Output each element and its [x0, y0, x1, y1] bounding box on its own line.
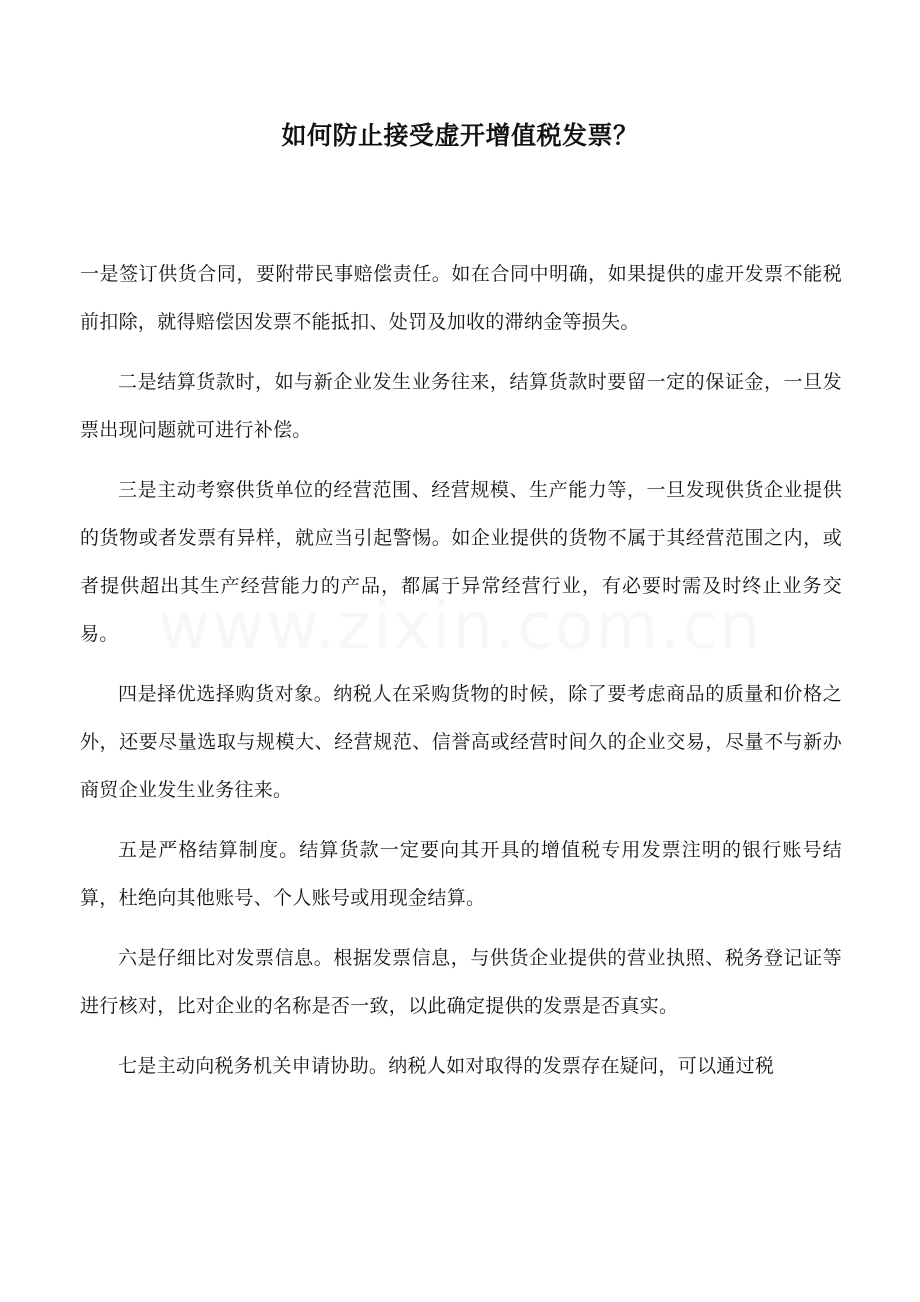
watermark-text: www.zixin.com.cn: [157, 590, 763, 664]
paragraph-1: 一是签订供货合同，要附带民事赔偿责任。如在合同中明确，如果提供的虚开发票不能税前扣除，就得赔偿因发票不能抵扣、处罚及加收的滞纳金等损失。: [80, 263, 842, 333]
page-title: 如何防止接受虚开增值税发票？: [281, 121, 639, 150]
document-body: [80, 250, 842, 1090]
paragraph-7: 七是主动向税务机关申请协助。纳税人如对取得的发票存在疑问，可以通过税: [118, 1055, 775, 1077]
paragraph-2: 二是结算货款时，如与新企业发生业务往来，结算货款时要留一定的保证金，一旦发票出现问题就可进行补偿。: [80, 371, 842, 441]
paragraph-4: 四是择优选择购货对象。纳税人在采购货物的时候，除了要考虑商品的质量和价格之外，还要尽量选取与规模大、经营规范、信誉高或经营时间久的企业交易，尽量不与新办商贸企业发生业务往来。: [80, 683, 842, 801]
paragraph-6: 六是仔细比对发票信息。根据发票信息，与供货企业提供的营业执照、税务登记证等进行核对，比对企业的名称是否一致，以此确定提供的发票是否真实。: [80, 947, 842, 1017]
paragraph-3: 三是主动考察供货单位的经营范围、经营规模、生产能力等，一旦发现供货企业提供的货物或者发票有异样，就应当引起警惕。如企业提供的货物不属于其经营范围之内，或者提供超出其生产经营能力的产品，都属于异常经营行业，有必要时需及时终止业务交易。: [80, 479, 842, 645]
paragraph-5: 五是严格结算制度。结算货款一定要向其开具的增值税专用发票注明的银行账号结算，杜绝向其他账号、个人账号或用现金结算。: [80, 839, 842, 909]
